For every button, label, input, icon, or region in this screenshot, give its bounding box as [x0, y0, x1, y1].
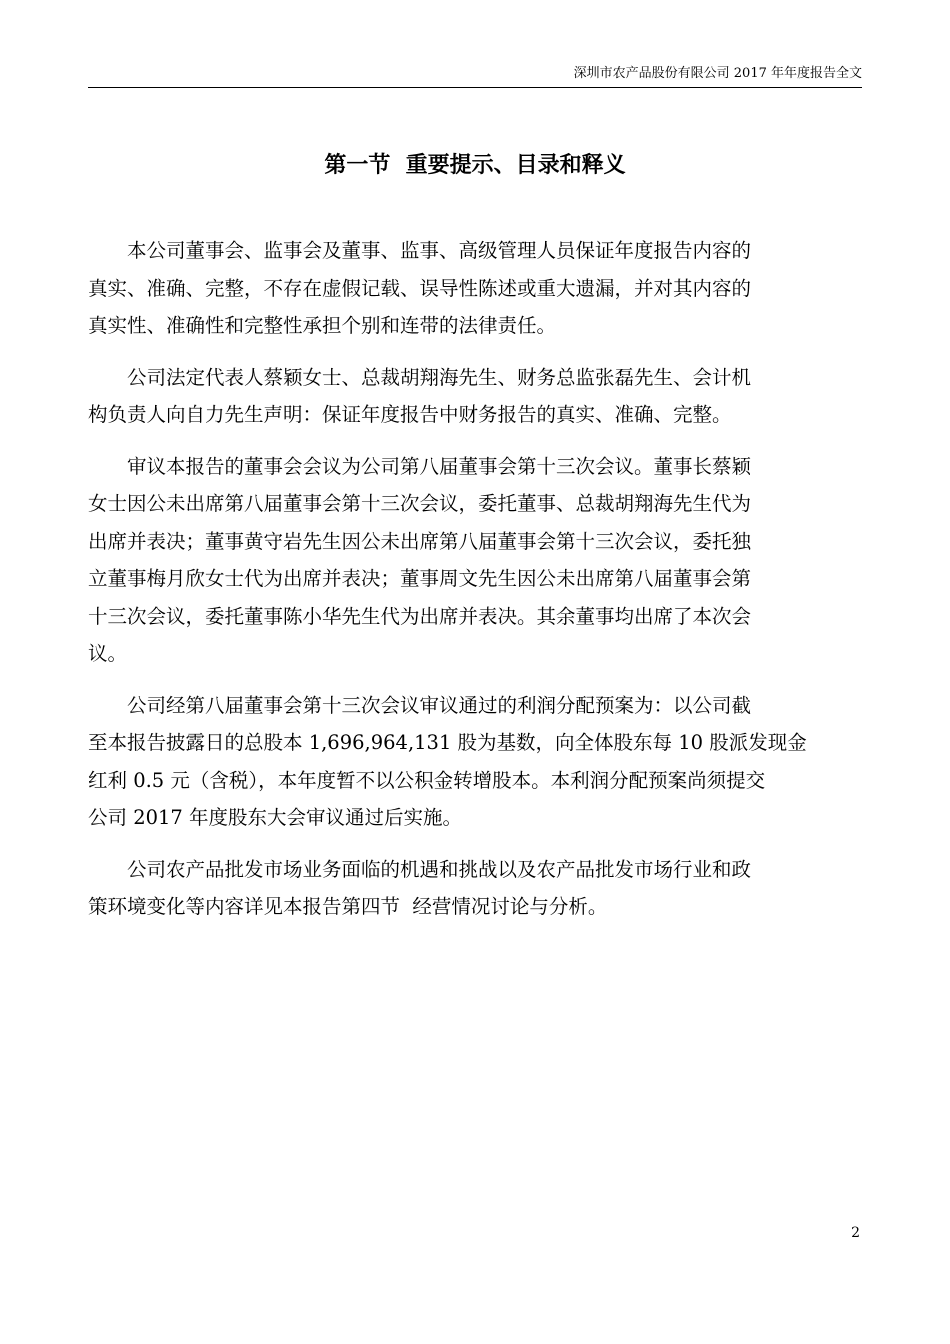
header-rule: [88, 87, 862, 88]
running-header: 深圳市农产品股份有限公司 2017 年年度报告全文: [573, 66, 862, 81]
paragraph-officers-declaration: 公司法定代表人蔡颖女士、总裁胡翔海先生、财务总监张磊先生、会计机 构负责人向自力先生声明：保证年度报告中财务报告的真实、准确、完整。: [88, 365, 752, 426]
paragraph-business-risks: 公司农产品批发市场业务面临的机遇和挑战以及农产品批发市场行业和政 策环境变化等内容详见本报告第四节 经营情况讨论与分析。: [88, 857, 752, 918]
paragraph-responsibility-statement: 本公司董事会、监事会及董事、监事、高级管理人员保证年度报告内容的 真实、准确、完整，不存在虚假记载、误导性陈述或重大遗漏，并对其内容的 真实性、准确性和完整性承担个别和连带的法律责任。: [88, 239, 752, 337]
section-title: 第一节 重要提示、目录和释义: [324, 153, 626, 178]
body-text: [88, 232, 862, 940]
paragraph-profit-distribution: 公司经第八届董事会第十三次会议审议通过的利润分配预案为：以公司截 至本报告披露日的总股本 1,696,964,131 股为基数，向全体股东每 10 股派发现金 红利 0.5 元（含税），本年度暂不以公积金转增股本。本利润分配预案尚须提交 公司 2017 年度股东大会审议通过后实施。: [88, 693, 807, 829]
page-number: 2: [851, 1225, 860, 1241]
paragraph-board-meeting: 审议本报告的董事会会议为公司第八届董事会第十三次会议。董事长蔡颖 女士因公未出席第八届董事会第十三次会议，委托董事、总裁胡翔海先生代为 出席并表决；董事黄守岩先生因公未出席第八届董事会第十三次会议，委托独 立董事梅月欣女士代为出席并表决；董事周文先生因公未出席第八届董事会第 十三次会议，委托董事陈小华先生代为出席并表决。其余董事均出席了本次会 议。: [88, 454, 752, 665]
